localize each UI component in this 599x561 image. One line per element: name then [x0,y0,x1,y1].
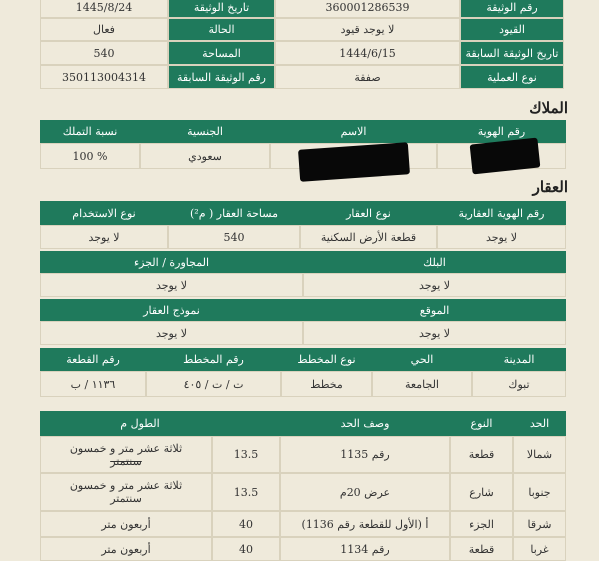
property-header-area: مساحة العقار ( م²) [168,201,300,225]
model-value: لا يوجد [40,321,303,345]
length-text-line: ثلاثة عشر متر و خمسون [69,441,183,455]
restrictions-label: القيود [460,18,564,41]
redacted-name-block [298,142,410,182]
area-label: المساحة [168,41,275,65]
owner-nationality-value: سعودي [140,143,270,169]
length-text-line: سنتمتر [110,454,142,468]
boundary-length-text-4: أربعون متر [40,537,212,561]
owners-header-nationality: الجنسية [140,120,270,143]
boundary-length-2: 13.5 [212,473,280,511]
doc-number-value: 360001286539 [275,0,460,18]
boundary-header-description: وصف الحد [280,411,450,436]
boundary-length-1: 13.5 [212,436,280,473]
doc-number-label: رقم الوثيقة [460,0,564,18]
owner-name-cell [270,143,437,169]
redacted-id-block [469,138,540,175]
boundary-desc-4: رقم 1134 [280,537,450,561]
operation-type-label: نوع العملية [460,65,564,89]
adjacent-value: لا يوجد [40,273,303,297]
prev-doc-date-value: 1444/6/15 [275,41,460,65]
owners-header-share: نسبة التملك [40,120,140,143]
boundary-side-2: جنوبا [513,473,566,511]
boundary-type-1: قطعة [450,436,513,473]
boundary-header-length: الطول م [40,411,240,436]
location-label: الموقع [303,299,566,321]
plan-header-plan-number: رقم المخطط [146,348,281,371]
plan-header-plan-type: نوع المخطط [281,348,372,371]
boundary-length-text-3: أربعون متر [40,511,212,537]
property-usage-value: لا يوجد [40,225,168,249]
plan-header-city: المدينة [472,348,566,371]
block-value: لا يوجد [303,273,566,297]
boundary-length-text-2 [40,473,212,511]
length-text-line: ثلاثة عشر متر و خمسون [69,479,183,492]
property-type-value: قطعة الأرض السكنية [300,225,437,249]
plan-district-value: الجامعة [372,371,472,397]
plan-header-plot-number: رقم القطعة [40,348,146,371]
owners-header-id: رقم الهوية [437,120,566,143]
property-section-title: العقار [532,178,568,196]
prev-doc-date-label: تاريخ الوثيقة السابقة [460,41,564,65]
boundary-desc-2: عرض 20م [280,473,450,511]
plan-header-district: الحي [372,348,472,371]
owner-share-value: 100 % [40,143,140,169]
plan-type-value: مخطط [281,371,372,397]
operation-type-value: صفقة [275,65,460,89]
plan-number-value: ت / ت / ٤٠٥ [146,371,281,397]
boundary-length-text-1 [40,436,212,473]
boundary-length-3: 40 [212,511,280,537]
prev-doc-number-value: 350113004314 [40,65,168,89]
boundary-type-2: شارع [450,473,513,511]
status-value: فعال [40,18,168,41]
plan-city-value: تبوك [472,371,566,397]
property-id-value: لا يوجد [437,225,566,249]
boundary-desc-1: رقم 1135 [280,436,450,473]
boundary-header-side: الحد [513,411,566,436]
location-value: لا يوجد [303,321,566,345]
property-header-id: رقم الهوية العقارية [437,201,566,225]
model-label: نموذج العقار [40,299,303,321]
restrictions-value: لا يوجد قيود [275,18,460,41]
boundary-side-3: شرقا [513,511,566,537]
boundary-type-4: قطعة [450,537,513,561]
boundary-type-3: الجزء [450,511,513,537]
boundary-header-type: النوع [450,411,513,436]
block-label: البلك [303,251,566,273]
area-value: 540 [40,41,168,65]
property-header-type: نوع العقار [300,201,437,225]
boundary-side-4: غربا [513,537,566,561]
owners-section-title: الملاك [529,99,568,117]
adjacent-label: المجاورة / الجزء [40,251,303,273]
boundary-length-4: 40 [212,537,280,561]
prev-doc-number-label: رقم الوثيقة السابقة [168,65,275,89]
length-text-line: سنتمتر [110,492,142,505]
status-label: الحالة [168,18,275,41]
owner-id-cell [437,143,566,169]
owners-header-name: الاسم [270,120,437,143]
property-header-usage: نوع الاستخدام [40,201,168,225]
doc-date-value: 1445/8/24 [40,0,168,18]
plot-number-value: ١١٣٦ / ب [40,371,146,397]
property-area-value: 540 [168,225,300,249]
boundary-desc-3: (الأول للقطعة رقم 1136) أ [280,511,450,537]
doc-date-label: تاريخ الوثيقة [168,0,275,18]
boundary-side-1: شمالا [513,436,566,473]
